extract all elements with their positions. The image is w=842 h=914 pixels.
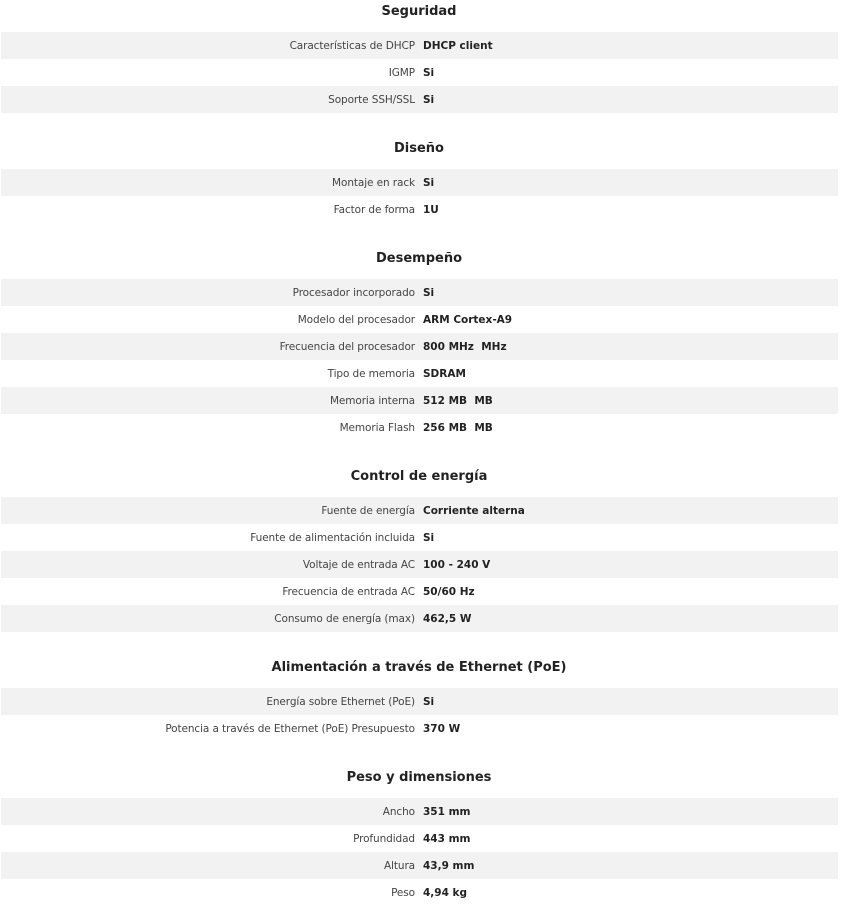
- spec-row: [1, 524, 838, 551]
- spec-value: 443 mm: [423, 832, 471, 845]
- spec-value: Si: [423, 66, 435, 79]
- section-gap: [0, 441, 842, 465]
- section-title: Seguridad: [381, 4, 457, 19]
- spec-value: Si: [423, 531, 435, 544]
- section-title: Diseño: [394, 141, 444, 156]
- spec-label: Frecuencia de entrada AC: [282, 585, 415, 598]
- spec-rows: [0, 279, 842, 441]
- spec-label: Energía sobre Ethernet (PoE): [266, 695, 415, 708]
- spec-row: [1, 879, 838, 906]
- spec-section: [0, 247, 842, 465]
- spec-label: Consumo de energía (max): [274, 612, 415, 625]
- spec-value: 100 - 240 V: [423, 558, 491, 571]
- spec-label: Memoria Flash: [339, 421, 415, 434]
- spec-label: Potencia a través de Ethernet (PoE) Presupuesto: [165, 722, 415, 735]
- spec-rows: [0, 798, 842, 906]
- section-gap: [0, 632, 842, 656]
- spec-row: [1, 715, 838, 742]
- spec-row: [1, 578, 838, 605]
- spec-value: Si: [423, 695, 435, 708]
- spec-row: [1, 605, 838, 632]
- spec-row: [1, 279, 838, 306]
- spec-label: Fuente de energía: [321, 504, 415, 517]
- spec-value: 50/60 Hz: [423, 585, 475, 598]
- spec-label: Voltaje de entrada AC: [302, 558, 415, 571]
- spec-label: Tipo de memoria: [327, 367, 415, 380]
- spec-section: [0, 0, 842, 137]
- spec-row: [1, 852, 838, 879]
- spec-rows: [0, 497, 842, 632]
- spec-label: IGMP: [388, 66, 415, 79]
- spec-label: Características de DHCP: [289, 39, 415, 52]
- spec-label: Montaje en rack: [332, 176, 415, 189]
- spec-row: [1, 688, 838, 715]
- spec-section: [0, 656, 842, 766]
- spec-label: Fuente de alimentación incluida: [250, 531, 415, 544]
- spec-row: [1, 387, 838, 414]
- spec-value: 351 mm: [423, 805, 471, 818]
- section-title: Desempeño: [375, 251, 463, 266]
- spec-value: 800 MHz MHz: [423, 340, 507, 353]
- spec-row: [1, 551, 838, 578]
- spec-row: [1, 59, 838, 86]
- spec-value: Si: [423, 176, 435, 189]
- spec-section: [0, 766, 842, 906]
- spec-label: Altura: [383, 859, 415, 872]
- spec-value: Si: [423, 93, 435, 106]
- spec-row: [1, 825, 838, 852]
- spec-row: [1, 169, 838, 196]
- spec-value: 43,9 mm: [423, 859, 475, 872]
- spec-value: Si: [423, 286, 435, 299]
- spec-value: 370 W: [423, 722, 461, 735]
- spec-label: Profundidad: [353, 832, 415, 845]
- spec-label: Frecuencia del procesador: [279, 340, 415, 353]
- section-title: Alimentación a través de Ethernet (PoE): [271, 660, 567, 675]
- spec-rows: [0, 32, 842, 113]
- spec-row: [1, 414, 838, 441]
- spec-label: Soporte SSH/SSL: [328, 93, 415, 106]
- spec-label: Modelo del procesador: [297, 313, 415, 326]
- spec-label: Ancho: [382, 805, 415, 818]
- spec-row: [1, 798, 838, 825]
- spec-row: [1, 306, 838, 333]
- section-title: Control de energía: [350, 469, 488, 484]
- spec-section: [0, 465, 842, 656]
- spec-value: DHCP client: [423, 39, 493, 52]
- spec-value: Corriente alterna: [423, 504, 525, 517]
- section-gap: [0, 223, 842, 247]
- spec-label: Factor de forma: [333, 203, 415, 216]
- spec-value: 1U: [423, 203, 439, 216]
- spec-label: Peso: [391, 886, 415, 899]
- spec-rows: [0, 169, 842, 223]
- spec-value: 256 MB MB: [423, 421, 493, 434]
- spec-row: [1, 86, 838, 113]
- spec-value: 512 MB MB: [423, 394, 493, 407]
- spec-label: Procesador incorporado: [292, 286, 415, 299]
- spec-value: 462,5 W: [423, 612, 472, 625]
- spec-row: [1, 32, 838, 59]
- spec-rows: [0, 688, 842, 742]
- spec-row: [1, 333, 838, 360]
- section-title: Peso y dimensiones: [346, 770, 492, 785]
- spec-value: 4,94 kg: [423, 886, 468, 899]
- spec-row: [1, 196, 838, 223]
- section-gap: [0, 113, 842, 137]
- spec-section: [0, 137, 842, 247]
- spec-row: [1, 497, 838, 524]
- spec-label: Memoria interna: [329, 394, 415, 407]
- section-gap: [0, 742, 842, 766]
- spec-row: [1, 360, 838, 387]
- spec-value: ARM Cortex-A9: [423, 313, 513, 326]
- spec-value: SDRAM: [423, 367, 466, 380]
